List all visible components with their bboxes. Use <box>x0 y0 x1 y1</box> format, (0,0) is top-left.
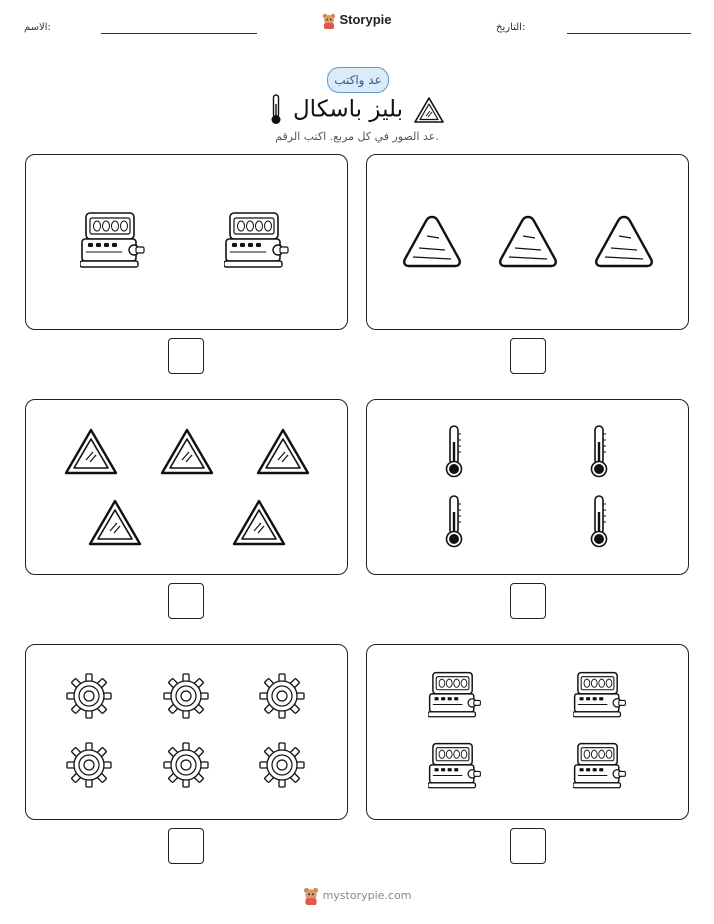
card-cash-registers-4 <box>366 644 689 820</box>
name-label: الاسم: <box>24 22 51 33</box>
cash-register-icon <box>428 741 482 792</box>
cash-register-icon <box>224 210 290 272</box>
card-cash-registers-2 <box>25 154 348 330</box>
page-title: بليز باسكال <box>292 96 404 123</box>
cash-register-icon <box>573 741 627 792</box>
gear-icon <box>163 673 209 719</box>
bear-logo-icon <box>303 887 319 905</box>
brand-logo <box>0 12 714 29</box>
answer-box-4[interactable] <box>510 583 546 619</box>
answer-box-5[interactable] <box>168 828 204 864</box>
activity-badge: عد واكتب <box>327 67 389 93</box>
gear-icon <box>66 673 112 719</box>
warning-triangle-icon <box>231 498 287 548</box>
gear-icon <box>259 673 305 719</box>
instructions: عد الصور في كل مربع. اكتب الرقم. <box>275 130 439 143</box>
answer-box-3[interactable] <box>168 583 204 619</box>
thermometer-icon <box>269 94 283 126</box>
cash-register-icon <box>573 670 627 721</box>
card-thermometers-4 <box>366 399 689 575</box>
thermometer-icon <box>444 424 464 479</box>
gear-icon <box>163 742 209 788</box>
page-title-row <box>0 94 714 126</box>
card-gears-6 <box>25 644 348 820</box>
footer-url[interactable]: mystorypie.com <box>322 889 412 902</box>
brand-name: Storypie <box>339 12 392 27</box>
answer-box-2[interactable] <box>510 338 546 374</box>
gear-icon <box>259 742 305 788</box>
cone-icon <box>401 214 463 270</box>
answer-box-6[interactable] <box>510 828 546 864</box>
answer-box-1[interactable] <box>168 338 204 374</box>
footer <box>0 887 714 905</box>
cash-register-icon <box>428 670 482 721</box>
warning-triangle-icon <box>159 427 215 477</box>
warning-triangle-icon <box>255 427 311 477</box>
thermometer-icon <box>589 424 609 479</box>
card-warning-signs-5 <box>25 399 348 575</box>
cash-register-icon <box>80 210 146 272</box>
warning-triangle-icon <box>87 498 143 548</box>
cone-icon <box>593 214 655 270</box>
bear-logo-icon <box>322 13 336 29</box>
date-line[interactable] <box>567 33 691 34</box>
date-label: التاريخ: <box>496 22 526 33</box>
thermometer-icon <box>589 494 609 549</box>
warning-triangle-icon <box>63 427 119 477</box>
cone-icon <box>497 214 559 270</box>
thermometer-icon <box>444 494 464 549</box>
warning-triangle-icon <box>413 96 445 124</box>
gear-icon <box>66 742 112 788</box>
name-line[interactable] <box>101 33 257 34</box>
